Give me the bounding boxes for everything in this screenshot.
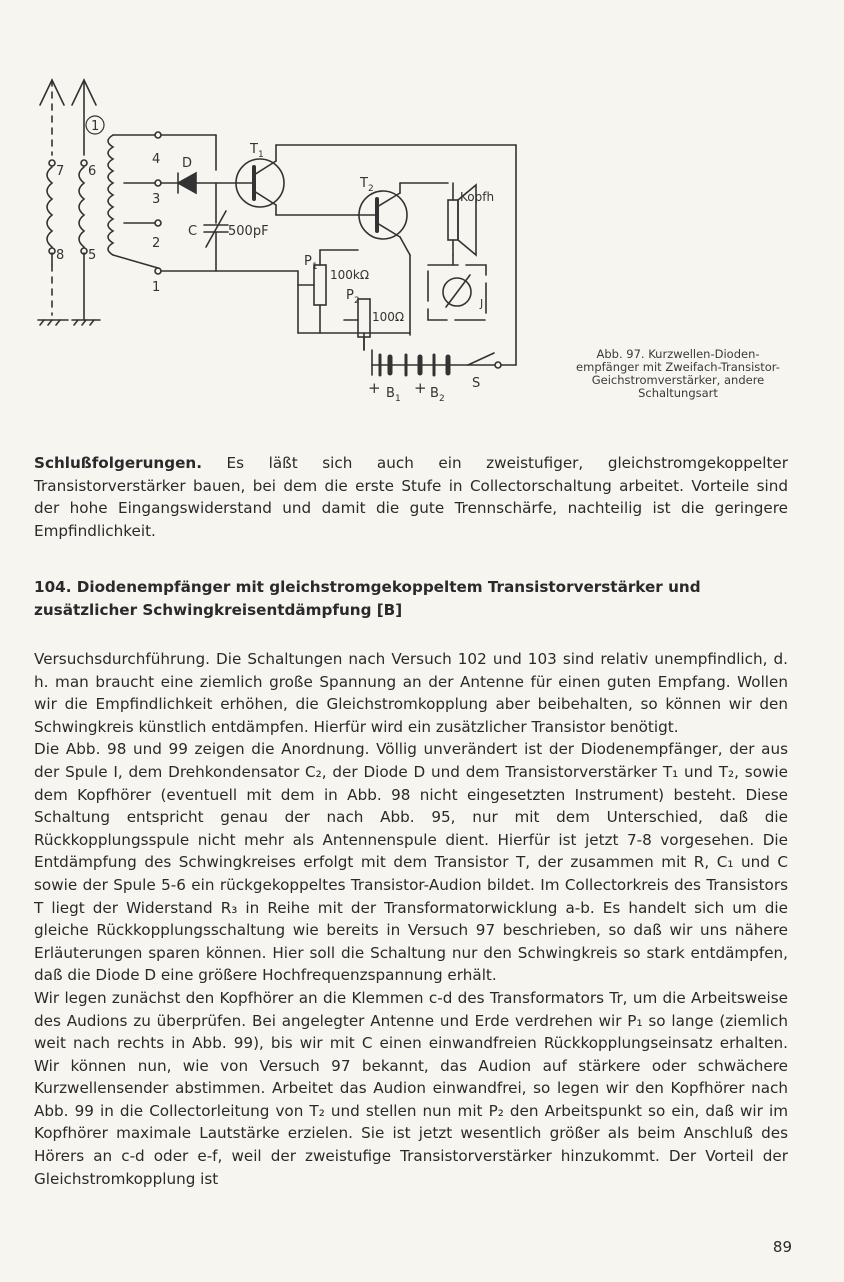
p2-value: 100Ω (372, 310, 405, 324)
capacitor-value: 500pF (228, 224, 269, 239)
circle-label: 1 (91, 119, 100, 134)
p1-label: P (304, 254, 312, 269)
battery2-plus: + (414, 379, 427, 397)
diode-symbol (178, 173, 196, 193)
tap-label-4: 4 (152, 152, 161, 167)
p1-subscript: 1 (312, 262, 318, 272)
procedure-lead: Versuchsdurchführung. (34, 650, 210, 668)
circuit-diagram (28, 75, 548, 420)
coil-6-5 (79, 167, 84, 247)
section-heading (34, 576, 788, 621)
tap-label-1: 1 (152, 280, 161, 295)
diode-label: D (182, 156, 193, 171)
coil-7-8 (47, 167, 52, 247)
potentiometer-p2 (358, 299, 370, 337)
p2-label: P (346, 288, 354, 303)
conclusion-text: Es läßt sich auch ein zweistufiger, gleichstromgekoppelter Transistorverstärker bauen, bei dem die erste Stufe in Collectorschaltung arbeitet. Vorteile sind der hohe Eingangswiderstand und damit die gute Trennschärfe, nachteilig ist die geringere Empfindlichkeit. (34, 454, 788, 540)
section-number: 104. (34, 578, 72, 596)
caption-line: Schaltungsart (638, 386, 718, 400)
procedure-paragraph-2: Die Abb. 98 und 99 zeigen die Anordnung. Völlig unverändert ist der Diodenempfänger, der aus der Spule I, dem Drehkondensator C₂, der Diode D und dem Transistorverstärker T₁ und T₂, sowie dem Kopfhörer (eventuell mit dem in Abb. 98 nicht eingesetzten Instrument) besteht. Diese Schaltung entspricht genau der nach Abb. 95, nur mit dem Unterschied, daß die Rückkopplungsspule nicht mehr als Antennenspule dient. Hierfür ist jetzt 7-8 vorgesehen. Die Entdämpfung des Schwingkreises erfolgt mit dem Transistor T, der zusammen mit R, C₁ und C sowie der Spule 5-6 ein rückgekoppeltes Transistor-Audion bildet. Im Collectorkreis des Transistors T liegt der Widerstand R₃ in Reihe mit der Transformatorwicklung a-b. Es handelt sich um die gleiche Rückkopplungsschaltung wie bereits in Versuch 97 beschrieben, so daß wir uns nähere Erläuterungen sparen können. Hier soll die Schaltung nur den Schwingkreis so stark entdämpfen, daß die Diode D eine größere Hochfrequenzspannung erhält. (34, 740, 788, 985)
caption-line: Abb. 97. Kurzwellen-Dioden- (596, 347, 760, 361)
meter-label: J (480, 297, 484, 310)
caption-line: Geichstromverstärker, andere (591, 373, 765, 387)
procedure-paragraph-1 (34, 648, 788, 738)
headphone-symbol (448, 200, 458, 240)
battery1-subscript: 1 (395, 394, 401, 404)
p2-subscript: 2 (354, 296, 360, 306)
page-number: 89 (772, 1238, 792, 1256)
main-coil (108, 135, 113, 255)
tap-label-5: 5 (88, 248, 97, 263)
switch-symbol (495, 362, 501, 368)
procedure-paragraph-3: Wir legen zunächst den Kopfhörer an die Klemmen c-d des Transformators Tr, um die Arbeitsweise des Audions zu überprüfen. Bei angelegter Antenne und Erde verdrehen wir P₁ so lange (ziemlich weit nach rechts in Abb. 99), bis wir mit C einen einwandfreien Rückkopplungseinsatz erhalten. Wir können nun, wie von Versuch 97 bekannt, das Audion auf stärkere oder schwächere Kurzwellensender abstimmen. Arbeitet das Audion einwandfrei, so legen wir den Kopfhörer nach Abb. 99 in die Collectorleitung von T₂ und stellen nun mit P₂ den Arbeitspunkt so ein, daß wir im Kopfhörer maximale Lautstärke erzielen. Sie ist jetzt wesentlich größer als beim Anschluß des Hörers an c-d oder e-f, weil der zweistufige Transistorverstärker hinzukommt. Der Vorteil der Gleichstromkopplung ist (34, 988, 788, 1188)
caption-line: empfänger mit Zweifach-Transistor- (576, 360, 780, 374)
t1-label: T (250, 142, 258, 157)
t1-subscript: 1 (258, 150, 264, 160)
procedure-section (34, 648, 788, 1190)
capacitor-label: C (188, 224, 198, 239)
battery2-label: B (430, 386, 439, 401)
p1-value: 100kΩ (330, 268, 370, 282)
tap-label-2: 2 (152, 236, 161, 251)
battery1-label: B (386, 386, 395, 401)
t2-label: T (360, 176, 368, 191)
conclusion-paragraph (34, 452, 788, 542)
tap-label-7: 7 (56, 164, 65, 179)
figure-caption (558, 348, 798, 400)
conclusion-lead: Schlußfolgerungen. (34, 454, 202, 472)
headphone-label: Kopfh (460, 190, 495, 204)
battery1-plus: + (368, 379, 381, 397)
tap-label-3: 3 (152, 192, 161, 207)
section-title: Diodenempfänger mit gleichstromgekoppeltem Transistorverstärker und zusätzlicher Schwingkreisentdämpfung [B] (34, 578, 701, 619)
procedure-text: Die Schaltungen nach Versuch 102 und 103 sind relativ unempfindlich, d. h. man braucht eine ziemlich große Spannung an der Antenne für einen guten Empfang. Wollen wir die Empfindlichkeit erhöhen, die Gleichstromkopplung aber beibehalten, so können wir den Schwingkreis künstlich entdämpfen. Hierfür wird ein zusätzlicher Transistor benötigt. (34, 650, 788, 736)
t2-subscript: 2 (368, 184, 374, 194)
tap-label-6: 6 (88, 164, 97, 179)
battery2-subscript: 2 (439, 394, 445, 404)
tap-label-8: 8 (56, 248, 65, 263)
switch-label: S (472, 376, 481, 391)
